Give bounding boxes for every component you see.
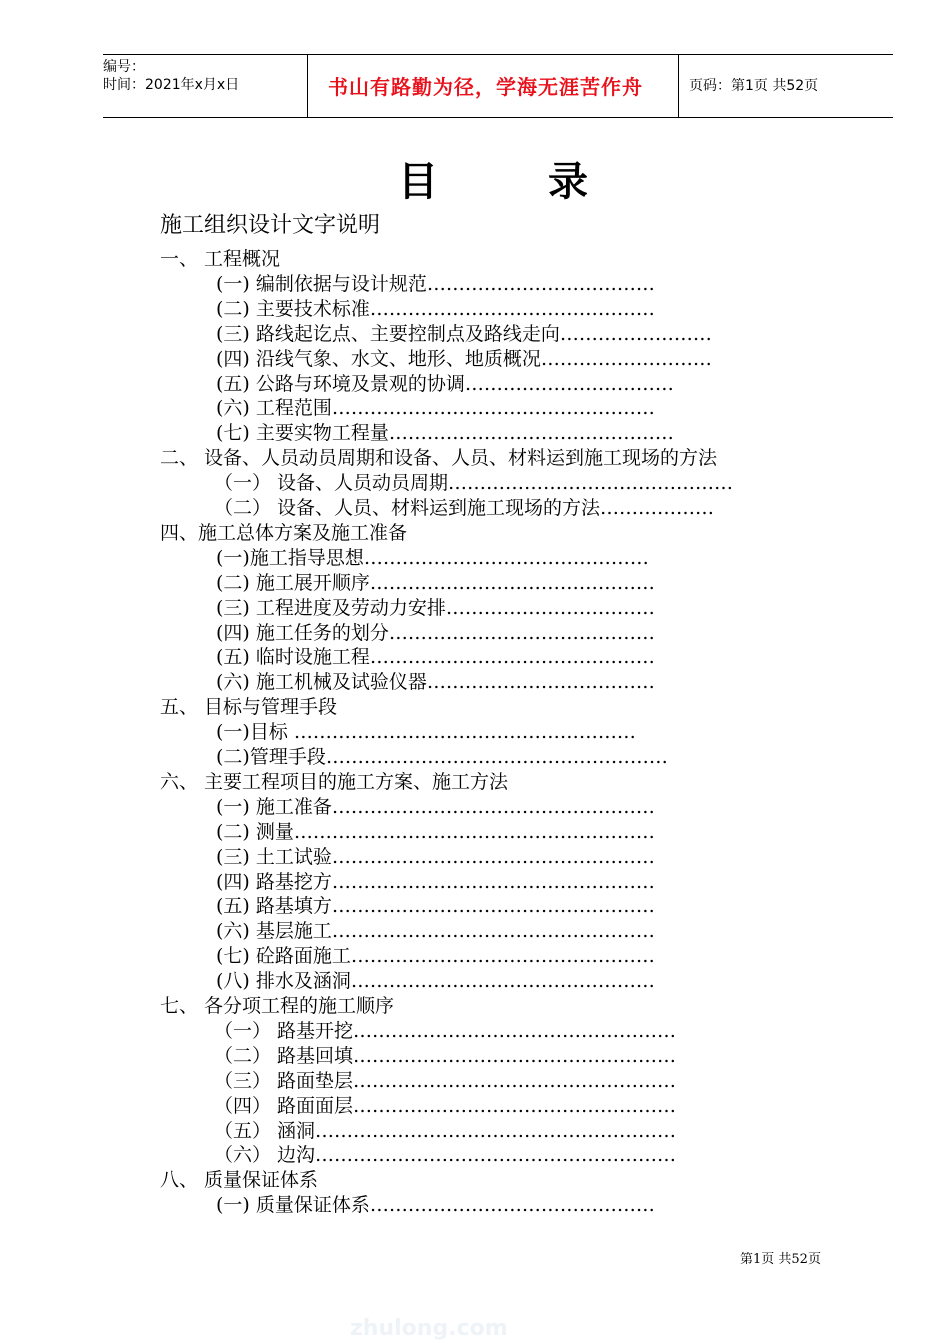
header-motto: 书山有路勤为径，学海无涯苦作舟 xyxy=(328,75,643,99)
toc-entry: (六) 工程范围…………………………………………… xyxy=(216,397,655,420)
toc-entry: (四) 路基挖方…………………………………………… xyxy=(216,870,655,893)
document-subtitle: 施工组织设计文字说明 xyxy=(160,213,381,238)
title-left-char: 目 xyxy=(398,159,438,205)
toc-entry: (六) 施工机械及试验仪器……………………………… xyxy=(216,671,655,694)
toc-section-heading: 五、 目标与管理手段 xyxy=(160,696,338,719)
toc-entry: (一) 施工准备…………………………………………… xyxy=(216,795,655,818)
toc-entry: （二） 设备、人员、材料运到施工现场的方法……………… xyxy=(214,497,715,519)
toc-entry: (六) 基层施工…………………………………………… xyxy=(216,920,655,943)
toc-entry: (七) 主要实物工程量……………………………………… xyxy=(216,422,674,445)
watermark-text: zhulong.com xyxy=(350,1316,508,1341)
toc-section-heading: 六、 主要工程项目的施工方案、施工方法 xyxy=(160,770,509,793)
toc-entry: (三) 工程进度及劳动力安排…………………………… xyxy=(216,596,655,619)
toc-section-heading: 八、 质量保证体系 xyxy=(160,1169,319,1192)
toc-entry: (四) 沿线气象、水文、地形、地质概况……………………… xyxy=(216,347,712,370)
toc-section-heading: 一、 工程概况 xyxy=(160,248,281,270)
toc-entry: (五) 公路与环境及景观的协调…………………………… xyxy=(216,372,674,395)
header-page-label: 页码：第1页 共52页 xyxy=(689,78,819,94)
title-right-char: 录 xyxy=(548,159,588,205)
toc-entry: (四) 施工任务的划分…………………………………… xyxy=(216,621,655,644)
page-header xyxy=(103,54,893,118)
page-title xyxy=(398,150,588,207)
toc-entry: (二) 施工展开顺序……………………………………… xyxy=(216,571,655,594)
toc-entry: (五) 临时设施工程……………………………………… xyxy=(216,646,655,669)
page-footer: 第1页 共52页 xyxy=(740,1252,821,1267)
toc-entry: (一) 编制依据与设计规范……………………………… xyxy=(216,272,655,295)
toc-entry: (二) 主要技术标准……………………………………… xyxy=(216,297,655,320)
toc-entry: （一） 路基开挖…………………………………………… xyxy=(214,1019,677,1042)
toc-entry: （六） 边沟………………………………………………… xyxy=(214,1144,677,1167)
toc-entry: (一)目标 ……………………………………………… xyxy=(216,721,636,744)
toc-entry: (二) 测量………………………………………………… xyxy=(216,820,655,843)
header-motto-cell xyxy=(307,55,679,117)
toc-entry: （一） 设备、人员动员周期……………………………………… xyxy=(214,472,734,495)
toc-entry: (七) 砼路面施工………………………………………… xyxy=(216,945,655,968)
document-time-label: 时间：2021年x月x日 xyxy=(103,77,240,93)
toc-entry: （四） 路面面层…………………………………………… xyxy=(214,1094,677,1117)
header-left-cell xyxy=(103,55,303,120)
toc-entry: (五) 路基填方…………………………………………… xyxy=(216,895,655,918)
toc-entry: (三) 路线起讫点、主要控制点及路线走向…………………… xyxy=(216,322,712,345)
toc-entry: (八) 排水及涵洞………………………………………… xyxy=(216,970,655,993)
toc-entry: (三) 土工试验…………………………………………… xyxy=(216,845,655,868)
toc-entry: （二） 路基回填…………………………………………… xyxy=(214,1044,677,1067)
document-number-label: 编号： xyxy=(103,59,145,75)
toc-entry: (一)施工指导思想……………………………………… xyxy=(216,546,649,569)
toc-entry: (一) 质量保证体系……………………………………… xyxy=(216,1194,655,1217)
toc-entry: (二)管理手段……………………………………………… xyxy=(216,746,668,768)
toc-entry: （三） 路面垫层…………………………………………… xyxy=(214,1069,677,1092)
toc-section-heading: 七、 各分项工程的施工顺序 xyxy=(160,995,395,1017)
toc-entry: （五） 涵洞………………………………………………… xyxy=(214,1119,677,1142)
toc-section-heading: 二、 设备、人员动员周期和设备、人员、材料运到施工现场的方法 xyxy=(160,447,718,470)
toc-section-heading: 四、施工总体方案及施工准备 xyxy=(160,521,408,544)
